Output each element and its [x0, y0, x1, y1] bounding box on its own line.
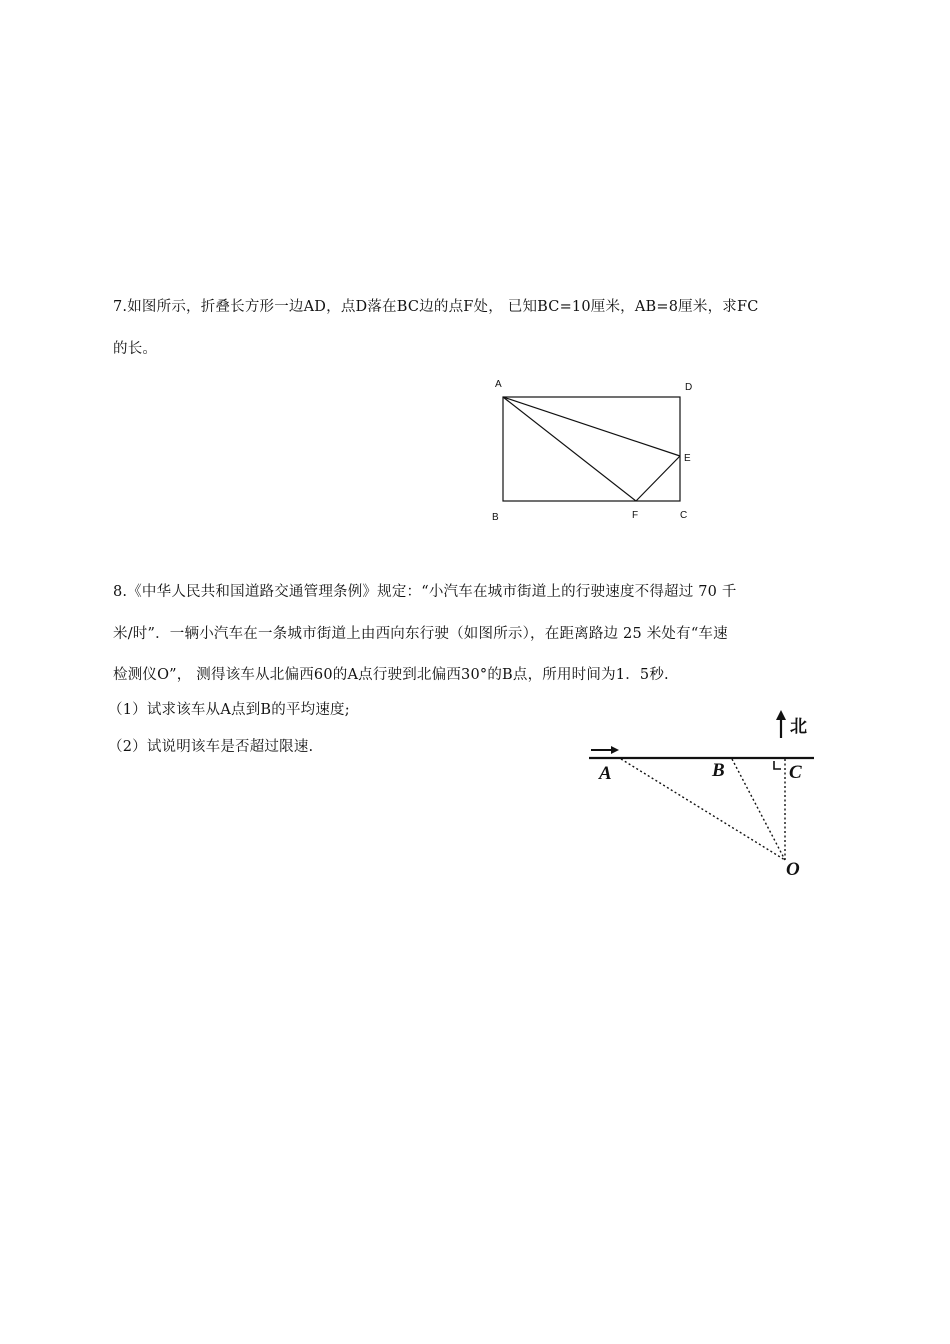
segment-bo: [732, 759, 785, 860]
label-d: D: [685, 382, 693, 393]
segment-fe: [636, 456, 680, 501]
segment-ae: [503, 397, 680, 456]
problem8-text-line2: 米/时”．一辆小汽车在一条城市街道上由西向东行驶（如图所示），在距离路边 25 米处有“车速: [113, 626, 728, 642]
segment-ao: [621, 759, 785, 860]
label-a: A: [495, 379, 502, 390]
problem7-text-line1: 7.如图所示，折叠长方形一边AD，点D落在BC边的点F处， 已知BC=10厘米，AB=8厘米，求FC: [113, 299, 759, 315]
segment-af: [503, 397, 636, 501]
label-f: F: [632, 510, 639, 521]
problem8-text-line3: 检测仪O”， 测得该车从北偏西60的A点行驶到北偏西30°的B点，所用时间为1．5秒.: [113, 667, 669, 683]
problem8-question2: （2）试说明该车是否超过限速.: [108, 739, 314, 755]
label-c: C: [789, 762, 802, 783]
direction-arrow-icon: [611, 746, 619, 754]
problem8-question1: （1）试求该车从A点到B的平均速度;: [108, 702, 350, 718]
label-b: B: [712, 760, 725, 781]
label-e: E: [684, 453, 691, 464]
problem7-text-line2: 的长。: [113, 341, 158, 357]
rectangle-fold-diagram: [480, 372, 710, 532]
rectangle-abcd: [503, 397, 680, 501]
label-a: A: [599, 763, 612, 784]
north-arrow-icon: [776, 710, 786, 720]
north-label: 北: [790, 717, 807, 737]
speed-check-diagram: [585, 705, 820, 885]
label-o: O: [786, 859, 800, 880]
right-angle-mark: [774, 761, 781, 769]
label-b: B: [492, 512, 499, 523]
label-c: C: [680, 510, 688, 521]
problem8-text-line1: 8.《中华人民共和国道路交通管理条例》规定：“小汽车在城市街道上的行驶速度不得超过 70 千: [113, 584, 737, 600]
